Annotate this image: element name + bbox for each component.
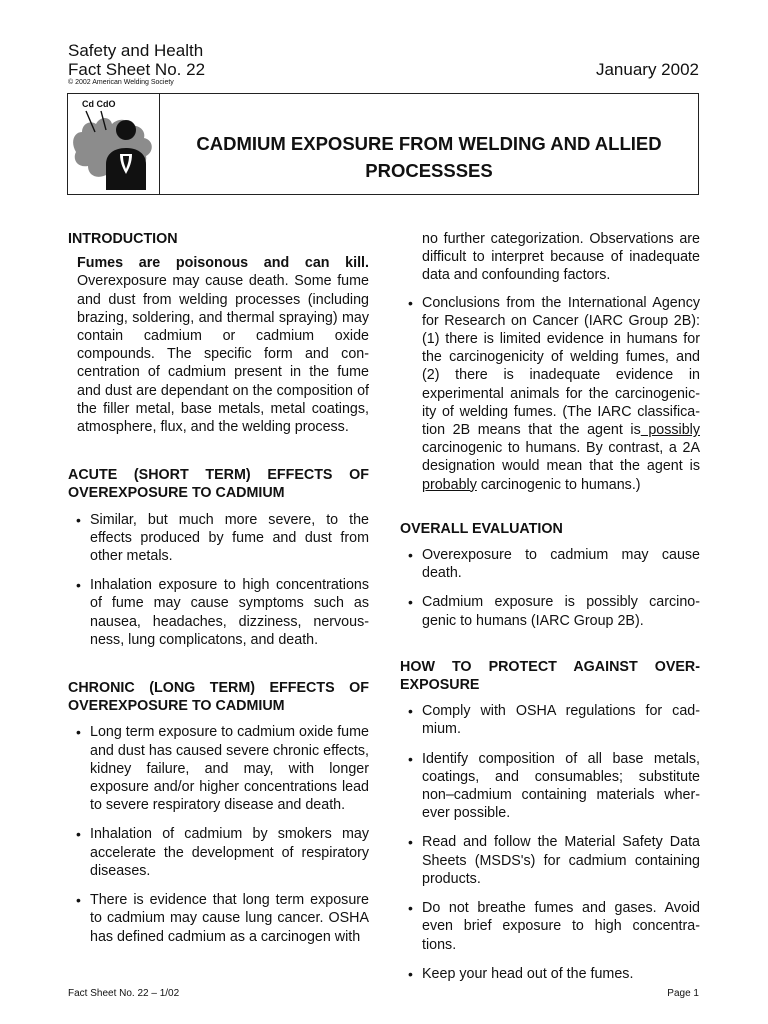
fact-sheet-title [68,41,205,79]
list-item: • There is evidence that long term exposure to cadmium may cause lung cancer. OSHA has defined cadmium as a carcinogen with [68,891,369,946]
title-line-1: Safety and Health [68,41,204,60]
iarc-probably: probably [422,476,477,493]
welder-silhouette-icon [68,94,158,194]
list-item: • Long term exposure to cadmium oxide fume and dust has caused severe chronic effects, kidney failure, and may, with longer exposure and/or higher concentrations lead to severe respiratory disease and death. [68,723,369,814]
page-number: Page 1 [667,988,699,999]
intro-bold-lead: Fumes are poisonous and can kill. [77,255,369,272]
chronic-heading: CHRONIC (LONG TERM) EFFECTS OF OVEREXPOSURE TO CADMIUM [68,680,369,715]
acute-heading: ACUTE (SHORT TERM) EFFECTS OF OVEREXPOSURE TO CADMIUM [68,467,369,502]
list-item: • Comply with OSHA regulations for cad-mium. [400,702,700,738]
chronic-continuation: no further categorization. Observations are difficult to interpret because of inadequate data and confounding factors. [422,231,700,284]
copyright: © 2002 American Welding Society [68,79,174,86]
iarc-text-c: carcinogenic to humans.) [476,476,641,493]
list-item: • Overexposure to cadmium may cause death. [400,546,700,582]
intro-paragraph [68,254,369,436]
list-item: • Keep your head out of the fumes. [400,965,700,983]
overall-heading: OVERALL EVALUATION [400,520,563,537]
title-line-2: Fact Sheet No. 22 [68,60,206,79]
left-column [68,230,369,946]
logo-label: Cd CdO [82,99,116,109]
iarc-text-a: Conclusions from the International Agency for Research on Cancer (IARC Group 2B): (1) there is limited evidence in humans for the carcinogenicity of welding fumes, and (2) there is inadequate evidence in experimental animals for the carcinogenic-ity of welding fumes. (The IARC classifica-tion 2B means that the agent is [422,294,700,439]
document-title-line-2: PROCESSSES [365,160,493,181]
document-title-line-1: CADMIUM EXPOSURE FROM WELDING AND ALLIED [196,133,662,154]
issue-date: January 2002 [595,60,699,79]
iarc-list [400,294,700,494]
welder-fume-logo [68,94,160,194]
right-column [400,230,700,983]
protect-heading: HOW TO PROTECT AGAINST OVER-EXPOSURE [400,658,700,694]
list-item: • Similar, but much more severe, to the effects produced by fume and dust from other metals. [68,511,369,566]
list-item: • Identify composition of all base metals, coatings, and consumables; substitute non–cadmium containing materials wher-ever possible. [400,750,700,823]
chronic-list [68,723,369,945]
acute-list [68,511,369,649]
iarc-text-b: carcinogenic to humans. By contrast, a 2A designation would mean that the agent is [422,440,700,475]
footer-reference: Fact Sheet No. 22 – 1/02 [68,988,180,999]
overall-list [400,546,700,630]
list-item: • Do not breathe fumes and gases. Avoid even brief exposure to high concentra-tions. [400,899,700,954]
iarc-possibly: possibly [640,422,700,439]
intro-body: Overexposure may cause death. Some fume and dust from welding processes (including brazing, soldering, and thermal spraying) may contain cadmium or cadmium oxide compounds. The specific form and con-centration of cadmium present in the fume and dust are dependant on the composition of the filler metal, base metals, metal coatings, atmosphere, flux, and the welding process. [77,273,369,436]
document-title [160,130,698,184]
list-item: • Inhalation exposure to high concentrations of fume may cause symptoms such as nausea, headaches, dizziness, nervous-ness, lung complicatons, and death. [68,576,369,649]
protect-list [400,702,700,983]
list-item: • Inhalation of cadmium by smokers may accelerate the development of respiratory diseases. [68,825,369,880]
list-item: • Cadmium exposure is possibly carcino-genic to humans (IARC Group 2B). [400,593,700,629]
intro-heading: INTRODUCTION [68,231,178,247]
list-item: • Read and follow the Material Safety Data Sheets (MSDS's) for cadmium containing products. [400,833,700,888]
list-item [400,294,700,494]
title-banner [67,93,699,195]
